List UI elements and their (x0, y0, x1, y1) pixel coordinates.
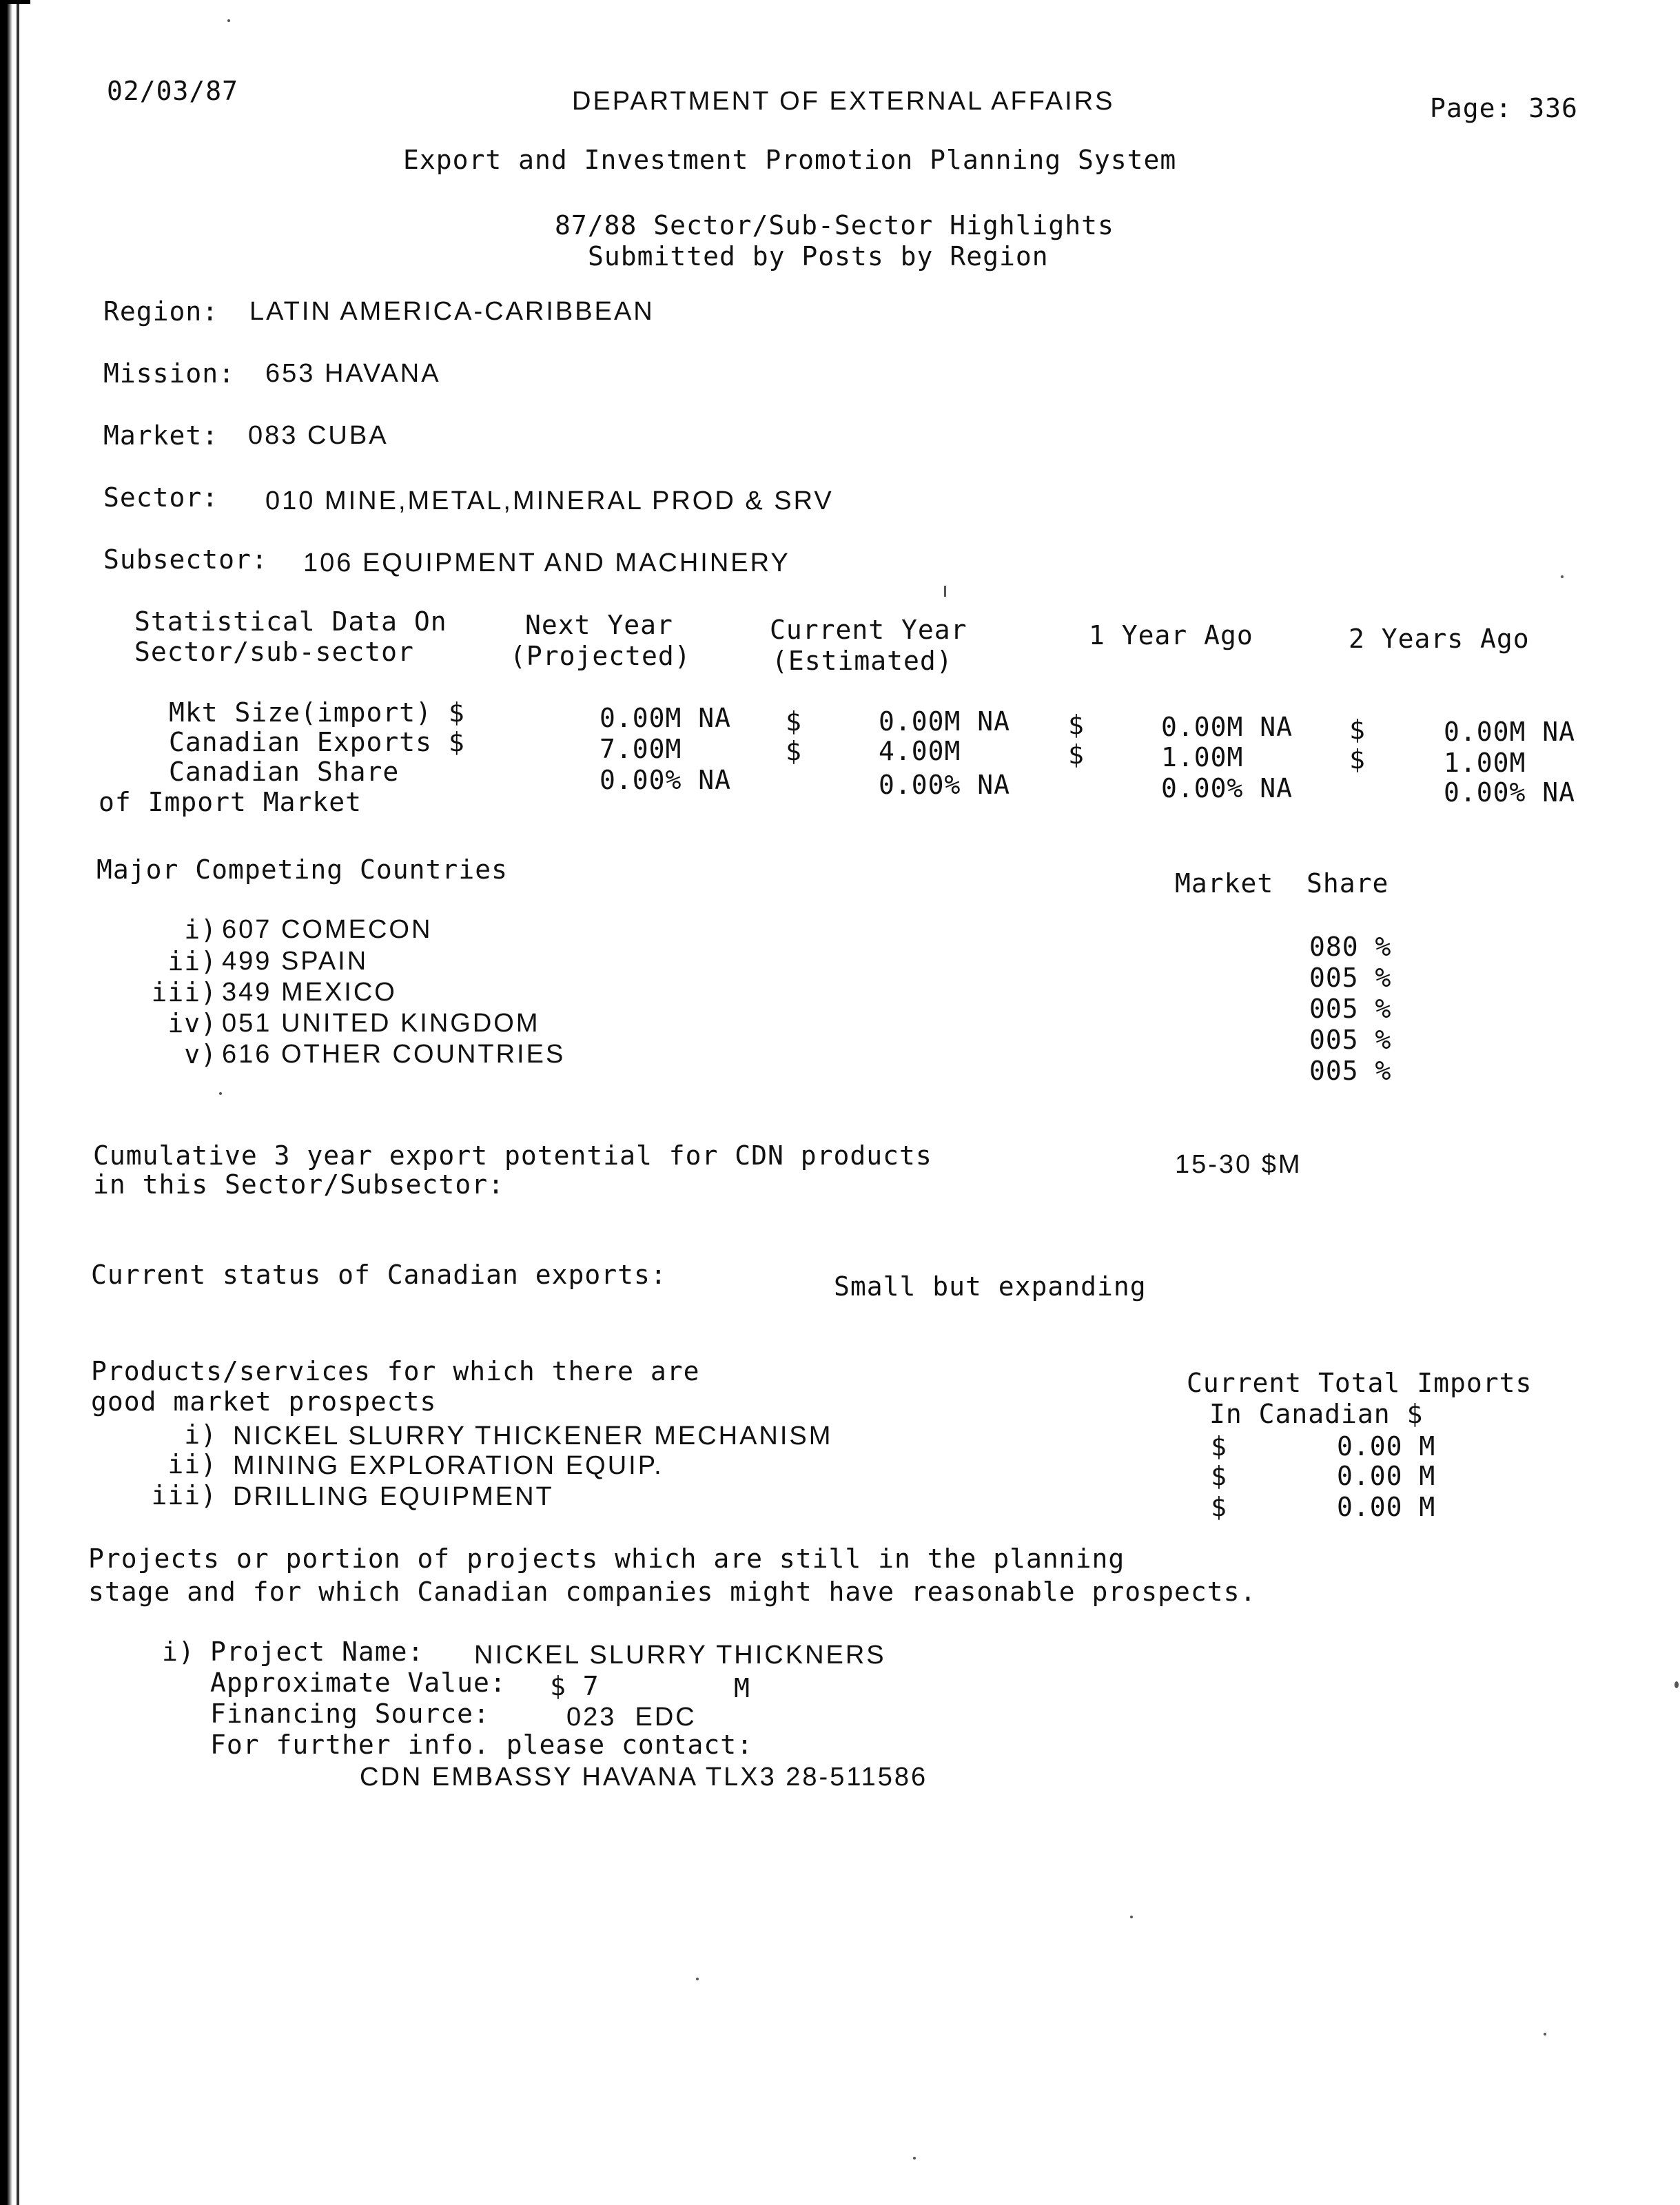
row-exports-label: Canadian Exports $ (169, 727, 465, 757)
scan-speck (913, 2157, 916, 2160)
subsector-label: Subsector: (103, 544, 268, 575)
imports-heading-1: Current Total Imports (1187, 1368, 1533, 1398)
product-name: DRILLING EQUIPMENT (233, 1482, 554, 1511)
mkt-2-years-ago: 0.00M NA (1444, 717, 1576, 747)
market-value: 083 CUBA (248, 421, 389, 450)
projects-label-1: Projects or portion of projects which are still in the planning (88, 1544, 1125, 1574)
potential-label-1: Cumulative 3 year export potential for CDN products (93, 1140, 932, 1171)
potential-label-2: in this Sector/Subsector: (93, 1169, 504, 1200)
dollar-sign: $ (1211, 1492, 1227, 1522)
exports-2-years-ago: 1.00M (1444, 748, 1526, 778)
competitor-share: 005 % (1309, 994, 1392, 1024)
share-current-year: 0.00% NA (879, 770, 1011, 800)
col-next-year: Next Year (525, 610, 673, 640)
competitor-share: 005 % (1309, 963, 1392, 993)
status-value: Small but expanding (834, 1271, 1147, 1302)
project-contact-value: CDN EMBASSY HAVANA TLX3 28-511586 (360, 1763, 928, 1792)
dollar-sign: $ (1211, 1461, 1227, 1491)
dollar-sign: $ (1349, 715, 1366, 745)
project-number: i) (162, 1637, 195, 1667)
region-label: Region: (103, 296, 219, 327)
product-import-value: 0.00 M (1337, 1492, 1436, 1522)
dollar-sign: $ (1349, 744, 1366, 775)
project-name-value: NICKEL SLURRY THICKNERS (474, 1641, 886, 1670)
mkt-current-year: 0.00M NA (879, 706, 1011, 737)
sector-value: 010 MINE,METAL,MINERAL PROD & SRV (265, 486, 834, 515)
competitors-heading: Major Competing Countries (96, 854, 508, 885)
competitor-name: 051 UNITED KINGDOM (222, 1009, 540, 1038)
product-name: NICKEL SLURRY THICKENER MECHANISM (233, 1422, 833, 1450)
competitor-name: 616 OTHER COUNTRIES (222, 1040, 566, 1069)
competitor-share: 080 % (1309, 932, 1392, 962)
scan-speck (1561, 575, 1564, 578)
scan-speck (1544, 2033, 1546, 2035)
subsector-value: 106 EQUIPMENT AND MACHINERY (303, 548, 790, 577)
competitor-number: iv) (167, 1008, 217, 1038)
imports-heading-2: In Canadian $ (1209, 1399, 1424, 1429)
product-import-value: 0.00 M (1337, 1461, 1436, 1491)
department-title: DEPARTMENT OF EXTERNAL AFFAIRS (572, 87, 1115, 116)
project-name-label: Project Name: (210, 1637, 424, 1667)
project-value-unit: M (734, 1673, 750, 1703)
mission-label: Mission: (103, 358, 236, 389)
row-mkt-size-label: Mkt Size(import) $ (169, 697, 465, 728)
potential-value: 15-30 $M (1175, 1150, 1302, 1179)
scan-speck (1130, 1916, 1133, 1918)
dollar-sign: $ (1068, 710, 1085, 740)
col-next-year-sub: (Projected) (510, 641, 691, 671)
share-next-year: 0.00% NA (600, 765, 732, 795)
product-name: MINING EXPLORATION EQUIP. (233, 1451, 664, 1480)
stats-label-1: Statistical Data On (134, 606, 447, 637)
competitor-name: 349 MEXICO (222, 978, 397, 1007)
col-1-year-ago: 1 Year Ago (1089, 620, 1253, 650)
region-value: LATIN AMERICA-CARIBBEAN (249, 297, 655, 326)
market-label: Market: (103, 420, 219, 451)
competitor-number: v) (184, 1039, 217, 1069)
col-current-year: Current Year (770, 615, 967, 645)
project-value-label: Approximate Value: (210, 1668, 506, 1698)
dollar-sign: $ (1068, 739, 1085, 770)
page-number: Page: 336 (1430, 93, 1578, 123)
status-label: Current status of Canadian exports: (91, 1260, 667, 1290)
product-number: ii) (167, 1449, 217, 1479)
competitor-number: iii) (151, 977, 217, 1007)
scan-speck (696, 1978, 699, 1980)
stats-label-2: Sector/sub-sector (134, 637, 414, 667)
scan-speck (944, 586, 946, 597)
scan-binding-line (17, 0, 19, 2205)
mkt-next-year: 0.00M NA (600, 703, 732, 733)
project-contact-label: For further info. please contact: (210, 1730, 753, 1760)
col-current-year-sub: (Estimated) (772, 646, 953, 676)
scan-binding-edge (0, 0, 12, 2205)
competitor-number: i) (184, 914, 217, 945)
exports-next-year: 7.00M (600, 734, 682, 764)
share-2-years-ago: 0.00% NA (1444, 777, 1576, 808)
report-subtitle: Submitted by Posts by Region (588, 241, 1049, 271)
report-date: 02/03/87 (107, 76, 239, 106)
dollar-sign: $ (1211, 1431, 1227, 1462)
project-financing-value: 023 EDC (566, 1703, 697, 1732)
competitor-name: 499 SPAIN (222, 947, 369, 976)
project-value-amount: $ 7 (550, 1671, 600, 1701)
product-number: iii) (151, 1480, 217, 1510)
project-financing-label: Financing Source: (210, 1699, 490, 1729)
market-share-heading: Market Share (1175, 868, 1389, 899)
mkt-1-year-ago: 0.00M NA (1161, 712, 1293, 742)
mission-value: 653 HAVANA (265, 359, 441, 388)
dollar-sign: $ (786, 706, 802, 737)
exports-1-year-ago: 1.00M (1161, 742, 1244, 772)
share-1-year-ago: 0.00% NA (1161, 773, 1293, 803)
projects-label-2: stage and for which Canadian companies might have reasonable prospects. (88, 1577, 1257, 1607)
row-share-label: Canadian Share (169, 757, 400, 787)
product-import-value: 0.00 M (1337, 1431, 1436, 1462)
row-share-label-2: of Import Market (99, 787, 362, 817)
sector-label: Sector: (103, 482, 219, 513)
col-2-years-ago: 2 Years Ago (1349, 624, 1530, 654)
scan-corner-mark (7, 0, 30, 4)
competitor-name: 607 COMECON (222, 915, 433, 944)
competitor-number: ii) (167, 946, 217, 976)
scan-speck (219, 1092, 222, 1095)
system-title: Export and Investment Promotion Planning System (403, 145, 1177, 175)
scan-speck (1674, 1681, 1679, 1688)
scan-speck (227, 19, 230, 22)
competitor-share: 005 % (1309, 1025, 1392, 1055)
products-label-1: Products/services for which there are (91, 1356, 700, 1386)
products-label-2: good market prospects (91, 1386, 437, 1417)
exports-current-year: 4.00M (879, 736, 961, 766)
report-title: 87/88 Sector/Sub-Sector Highlights (555, 210, 1114, 240)
product-number: i) (184, 1419, 217, 1450)
competitor-share: 005 % (1309, 1056, 1392, 1086)
dollar-sign: $ (786, 736, 802, 766)
